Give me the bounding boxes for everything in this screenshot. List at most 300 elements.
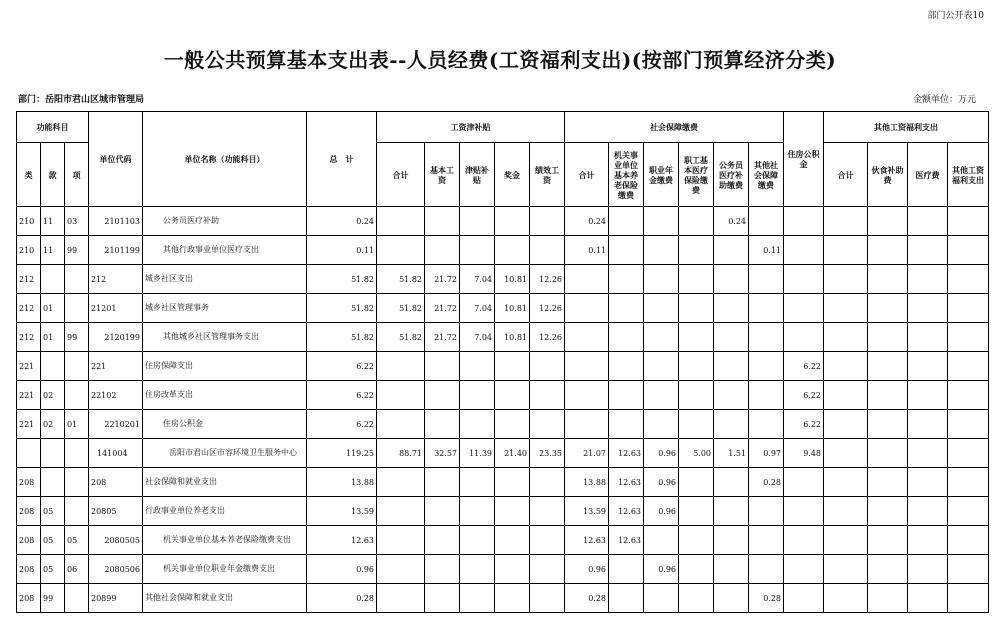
cell-pension: [609, 207, 644, 236]
cell-civil-medical: [714, 323, 749, 352]
cell-annuity: [644, 352, 679, 381]
cell-kuan: 02: [41, 410, 65, 439]
cell-other-wage: [948, 468, 989, 497]
cell-unit-code: 22102: [89, 381, 143, 410]
cell-allowance: 7.04: [460, 323, 495, 352]
cell-other-wage: [948, 265, 989, 294]
cell-xiang: 99: [65, 236, 89, 265]
cell-meal-allowance: [868, 555, 908, 584]
cell-other-total: [824, 265, 868, 294]
header-housing-fund: 住房公积金: [784, 112, 824, 207]
cell-annuity: [644, 526, 679, 555]
header-kuan: 款: [41, 143, 65, 207]
cell-total: 13.59: [307, 497, 377, 526]
cell-lei: [17, 439, 41, 468]
cell-wage-total: [377, 497, 425, 526]
cell-total: 6.22: [307, 410, 377, 439]
cell-xiang: 05: [65, 526, 89, 555]
cell-bonus: [495, 555, 530, 584]
cell-civil-medical: [714, 526, 749, 555]
cell-unit-name: 社会保障和就业支出: [143, 468, 307, 497]
header-wage-group: 工资津补贴: [377, 112, 565, 143]
cell-other-social: [749, 352, 784, 381]
cell-unit-code: 2120199: [89, 323, 143, 352]
cell-bonus: 10.81: [495, 294, 530, 323]
cell-basic-wage: 21.72: [425, 323, 460, 352]
header-total: 总 计: [307, 112, 377, 207]
cell-meal-allowance: [868, 352, 908, 381]
cell-pension: 12.63: [609, 497, 644, 526]
cell-housing-fund: [784, 526, 824, 555]
header-unit-name: 单位名称（功能科目）: [143, 112, 307, 207]
cell-pension: [609, 323, 644, 352]
cell-housing-fund: [784, 294, 824, 323]
cell-basic-wage: [425, 207, 460, 236]
cell-performance-wage: [530, 584, 565, 613]
header-basic-wage: 基本工资: [425, 143, 460, 207]
cell-medical-fee: [908, 294, 948, 323]
header-bonus: 奖金: [495, 143, 530, 207]
cell-other-social: [749, 555, 784, 584]
cell-pension: 12.63: [609, 468, 644, 497]
cell-medical-fee: [908, 468, 948, 497]
cell-other-wage: [948, 381, 989, 410]
cell-medical-fee: [908, 381, 948, 410]
cell-kuan: [41, 439, 65, 468]
cell-unit-name: 岳阳市君山区市容环境卫生服务中心: [143, 439, 307, 468]
cell-performance-wage: 23.35: [530, 439, 565, 468]
cell-pension: 12.63: [609, 526, 644, 555]
table-row: [17, 207, 989, 236]
cell-unit-code: 2080505: [89, 526, 143, 555]
table-row: [17, 497, 989, 526]
cell-wage-total: 88.71: [377, 439, 425, 468]
header-other-total: 合计: [824, 143, 868, 207]
cell-bonus: [495, 236, 530, 265]
header-func-subject: 功能科目: [17, 112, 89, 143]
cell-annuity: [644, 236, 679, 265]
cell-medical-fee: [908, 439, 948, 468]
expenditure-table: [16, 111, 989, 613]
cell-other-social: [749, 265, 784, 294]
cell-civil-medical: 1.51: [714, 439, 749, 468]
cell-meal-allowance: [868, 323, 908, 352]
cell-pension: 12.63: [609, 439, 644, 468]
cell-performance-wage: [530, 497, 565, 526]
cell-unit-code: 2101199: [89, 236, 143, 265]
cell-total: 51.82: [307, 323, 377, 352]
cell-kuan: 05: [41, 497, 65, 526]
table-row: [17, 584, 989, 613]
cell-pension: [609, 381, 644, 410]
cell-other-social: [749, 497, 784, 526]
header-other-group: 其他工资福利支出: [824, 112, 989, 143]
cell-allowance: 7.04: [460, 294, 495, 323]
cell-annuity: [644, 265, 679, 294]
cell-other-wage: [948, 526, 989, 555]
cell-annuity: 0.96: [644, 468, 679, 497]
header-medical-fee: 医疗费: [908, 143, 948, 207]
cell-unit-name: 行政事业单位养老支出: [143, 497, 307, 526]
cell-xiang: [65, 265, 89, 294]
cell-social-total: [565, 294, 609, 323]
cell-performance-wage: 12.26: [530, 294, 565, 323]
header-xiang: 项: [65, 143, 89, 207]
cell-civil-medical: [714, 410, 749, 439]
cell-social-total: 0.96: [565, 555, 609, 584]
cell-civil-medical: [714, 352, 749, 381]
cell-housing-fund: [784, 584, 824, 613]
cell-wage-total: [377, 236, 425, 265]
cell-other-total: [824, 555, 868, 584]
cell-allowance: [460, 207, 495, 236]
cell-total: 119.25: [307, 439, 377, 468]
cell-other-social: 0.11: [749, 236, 784, 265]
cell-xiang: 99: [65, 323, 89, 352]
cell-housing-fund: [784, 236, 824, 265]
cell-other-wage: [948, 294, 989, 323]
cell-lei: 221: [17, 381, 41, 410]
cell-medical-fee: [908, 323, 948, 352]
cell-civil-medical: [714, 236, 749, 265]
cell-medical-fee: [908, 497, 948, 526]
cell-unit-code: 141004: [89, 439, 143, 468]
cell-xiang: 06: [65, 555, 89, 584]
cell-annuity: 0.96: [644, 555, 679, 584]
cell-bonus: [495, 207, 530, 236]
table-row: [17, 468, 989, 497]
header-medical-insurance: 职工基本医疗保险缴费: [679, 143, 714, 207]
cell-unit-name: 机关事业单位基本养老保险缴费支出: [143, 526, 307, 555]
cell-kuan: [41, 352, 65, 381]
cell-basic-wage: [425, 236, 460, 265]
cell-wage-total: [377, 584, 425, 613]
header-meal-allowance: 伙食补助费: [868, 143, 908, 207]
table-row: [17, 352, 989, 381]
cell-social-total: 0.28: [565, 584, 609, 613]
cell-allowance: 11.39: [460, 439, 495, 468]
cell-medical-fee: [908, 410, 948, 439]
cell-allowance: [460, 468, 495, 497]
cell-other-total: [824, 294, 868, 323]
cell-unit-name: 住房改革支出: [143, 381, 307, 410]
cell-housing-fund: [784, 555, 824, 584]
cell-total: 51.82: [307, 294, 377, 323]
cell-annuity: [644, 410, 679, 439]
cell-meal-allowance: [868, 410, 908, 439]
table-row: [17, 555, 989, 584]
table-row: [17, 323, 989, 352]
cell-lei: 208: [17, 526, 41, 555]
cell-pension: [609, 265, 644, 294]
table-row: [17, 265, 989, 294]
cell-medical-insurance: [679, 410, 714, 439]
cell-medical-insurance: [679, 265, 714, 294]
cell-allowance: [460, 497, 495, 526]
cell-performance-wage: 12.26: [530, 265, 565, 294]
header-wage-total: 合计: [377, 143, 425, 207]
cell-kuan: 05: [41, 526, 65, 555]
cell-civil-medical: [714, 555, 749, 584]
cell-basic-wage: [425, 555, 460, 584]
cell-xiang: [65, 294, 89, 323]
cell-pension: [609, 294, 644, 323]
cell-medical-insurance: [679, 497, 714, 526]
cell-kuan: 01: [41, 323, 65, 352]
cell-kuan: 99: [41, 584, 65, 613]
cell-medical-fee: [908, 526, 948, 555]
cell-wage-total: [377, 352, 425, 381]
cell-unit-code: 208: [89, 468, 143, 497]
table-row: [17, 294, 989, 323]
cell-meal-allowance: [868, 439, 908, 468]
cell-civil-medical: [714, 265, 749, 294]
cell-other-total: [824, 468, 868, 497]
cell-meal-allowance: [868, 526, 908, 555]
cell-unit-code: 20899: [89, 584, 143, 613]
cell-unit-name: 其他行政事业单位医疗支出: [143, 236, 307, 265]
table-body: [17, 207, 989, 613]
cell-unit-name: 住房公积金: [143, 410, 307, 439]
cell-wage-total: [377, 526, 425, 555]
cell-wage-total: [377, 555, 425, 584]
cell-total: 6.22: [307, 381, 377, 410]
cell-other-wage: [948, 323, 989, 352]
cell-wage-total: [377, 410, 425, 439]
cell-meal-allowance: [868, 381, 908, 410]
cell-other-social: 0.28: [749, 584, 784, 613]
cell-other-total: [824, 207, 868, 236]
cell-other-wage: [948, 410, 989, 439]
table-row: [17, 381, 989, 410]
cell-basic-wage: [425, 526, 460, 555]
cell-xiang: 01: [65, 410, 89, 439]
cell-housing-fund: 6.22: [784, 381, 824, 410]
cell-medical-fee: [908, 207, 948, 236]
cell-other-total: [824, 439, 868, 468]
cell-bonus: [495, 468, 530, 497]
cell-meal-allowance: [868, 468, 908, 497]
cell-medical-insurance: [679, 468, 714, 497]
cell-allowance: [460, 381, 495, 410]
cell-performance-wage: [530, 468, 565, 497]
cell-annuity: [644, 207, 679, 236]
cell-social-total: [565, 265, 609, 294]
cell-xiang: [65, 381, 89, 410]
cell-other-total: [824, 236, 868, 265]
cell-housing-fund: [784, 323, 824, 352]
cell-unit-code: 2080506: [89, 555, 143, 584]
cell-wage-total: [377, 381, 425, 410]
cell-meal-allowance: [868, 294, 908, 323]
cell-kuan: [41, 265, 65, 294]
cell-social-total: 21.07: [565, 439, 609, 468]
cell-performance-wage: [530, 555, 565, 584]
cell-other-total: [824, 352, 868, 381]
cell-unit-code: 20805: [89, 497, 143, 526]
cell-medical-insurance: [679, 207, 714, 236]
cell-civil-medical: [714, 584, 749, 613]
cell-medical-insurance: [679, 236, 714, 265]
cell-civil-medical: [714, 381, 749, 410]
cell-wage-total: 51.82: [377, 265, 425, 294]
amount-unit-label: 金额单位：万元: [912, 95, 976, 105]
cell-total: 0.28: [307, 584, 377, 613]
cell-housing-fund: [784, 265, 824, 294]
cell-housing-fund: [784, 468, 824, 497]
cell-unit-code: 2210201: [89, 410, 143, 439]
cell-unit-name: 其他城乡社区管理事务支出: [143, 323, 307, 352]
cell-medical-insurance: 5.00: [679, 439, 714, 468]
cell-total: 12.63: [307, 526, 377, 555]
cell-other-total: [824, 381, 868, 410]
cell-bonus: [495, 497, 530, 526]
cell-social-total: 12.63: [565, 526, 609, 555]
cell-medical-fee: [908, 352, 948, 381]
cell-housing-fund: [784, 207, 824, 236]
cell-unit-name: 公务员医疗补助: [143, 207, 307, 236]
cell-unit-name: 住房保障支出: [143, 352, 307, 381]
header-civil-medical: 公务员医疗补助缴费: [714, 143, 749, 207]
cell-other-wage: [948, 497, 989, 526]
cell-annuity: [644, 323, 679, 352]
header-performance-wage: 绩效工资: [530, 143, 565, 207]
table-row: [17, 410, 989, 439]
cell-other-social: [749, 207, 784, 236]
cell-unit-code: 21201: [89, 294, 143, 323]
cell-xiang: 03: [65, 207, 89, 236]
cell-lei: 210: [17, 207, 41, 236]
cell-medical-insurance: [679, 381, 714, 410]
cell-civil-medical: 0.24: [714, 207, 749, 236]
cell-lei: 212: [17, 323, 41, 352]
cell-basic-wage: [425, 381, 460, 410]
cell-lei: 208: [17, 497, 41, 526]
cell-allowance: [460, 526, 495, 555]
cell-pension: [609, 236, 644, 265]
cell-other-social: [749, 410, 784, 439]
cell-annuity: [644, 294, 679, 323]
cell-medical-fee: [908, 555, 948, 584]
cell-social-total: [565, 381, 609, 410]
cell-medical-insurance: [679, 584, 714, 613]
cell-social-total: 0.11: [565, 236, 609, 265]
cell-pension: [609, 410, 644, 439]
cell-housing-fund: 6.22: [784, 410, 824, 439]
cell-bonus: 10.81: [495, 265, 530, 294]
cell-allowance: [460, 236, 495, 265]
cell-meal-allowance: [868, 497, 908, 526]
cell-performance-wage: [530, 236, 565, 265]
cell-allowance: 7.04: [460, 265, 495, 294]
header-lei: 类: [17, 143, 41, 207]
cell-kuan: [41, 468, 65, 497]
cell-xiang: [65, 439, 89, 468]
cell-medical-fee: [908, 265, 948, 294]
cell-civil-medical: [714, 468, 749, 497]
department-label: 部门：岳阳市君山区城市管理局: [18, 95, 145, 105]
cell-other-total: [824, 584, 868, 613]
cell-annuity: 0.96: [644, 497, 679, 526]
cell-bonus: [495, 584, 530, 613]
table-row: [17, 526, 989, 555]
cell-other-total: [824, 410, 868, 439]
cell-other-wage: [948, 207, 989, 236]
cell-bonus: [495, 381, 530, 410]
cell-bonus: [495, 352, 530, 381]
cell-total: 51.82: [307, 265, 377, 294]
cell-unit-code: 2101103: [89, 207, 143, 236]
cell-other-total: [824, 526, 868, 555]
cell-social-total: [565, 323, 609, 352]
cell-total: 6.22: [307, 352, 377, 381]
cell-other-total: [824, 497, 868, 526]
cell-bonus: [495, 410, 530, 439]
cell-social-total: [565, 410, 609, 439]
cell-total: 0.11: [307, 236, 377, 265]
cell-performance-wage: 12.26: [530, 323, 565, 352]
cell-total: 0.96: [307, 555, 377, 584]
cell-medical-fee: [908, 584, 948, 613]
cell-medical-insurance: [679, 526, 714, 555]
cell-housing-fund: [784, 497, 824, 526]
cell-total: 0.24: [307, 207, 377, 236]
cell-allowance: [460, 352, 495, 381]
cell-xiang: [65, 352, 89, 381]
cell-performance-wage: [530, 352, 565, 381]
cell-wage-total: 51.82: [377, 323, 425, 352]
cell-other-wage: [948, 352, 989, 381]
cell-other-wage: [948, 236, 989, 265]
cell-annuity: [644, 381, 679, 410]
cell-basic-wage: [425, 497, 460, 526]
cell-kuan: 01: [41, 294, 65, 323]
cell-social-total: [565, 352, 609, 381]
cell-unit-name: 城乡社区管理事务: [143, 294, 307, 323]
cell-medical-fee: [908, 236, 948, 265]
cell-lei: 212: [17, 294, 41, 323]
cell-allowance: [460, 410, 495, 439]
cell-basic-wage: 32.57: [425, 439, 460, 468]
cell-total: 13.88: [307, 468, 377, 497]
cell-civil-medical: [714, 294, 749, 323]
cell-unit-name: 机关事业单位职业年金缴费支出: [143, 555, 307, 584]
cell-allowance: [460, 555, 495, 584]
cell-other-social: [749, 294, 784, 323]
cell-wage-total: [377, 468, 425, 497]
cell-basic-wage: [425, 584, 460, 613]
cell-performance-wage: [530, 526, 565, 555]
cell-basic-wage: [425, 352, 460, 381]
cell-xiang: [65, 468, 89, 497]
cell-other-social: 0.97: [749, 439, 784, 468]
cell-pension: [609, 584, 644, 613]
cell-basic-wage: 21.72: [425, 294, 460, 323]
cell-social-total: 0.24: [565, 207, 609, 236]
cell-other-social: [749, 526, 784, 555]
cell-performance-wage: [530, 207, 565, 236]
cell-lei: 221: [17, 352, 41, 381]
cell-lei: 212: [17, 265, 41, 294]
cell-other-social: 0.28: [749, 468, 784, 497]
cell-unit-name: 其他社会保障和就业支出: [143, 584, 307, 613]
cell-other-social: [749, 323, 784, 352]
cell-xiang: [65, 584, 89, 613]
cell-lei: 210: [17, 236, 41, 265]
cell-housing-fund: 9.48: [784, 439, 824, 468]
cell-medical-insurance: [679, 323, 714, 352]
cell-lei: 221: [17, 410, 41, 439]
